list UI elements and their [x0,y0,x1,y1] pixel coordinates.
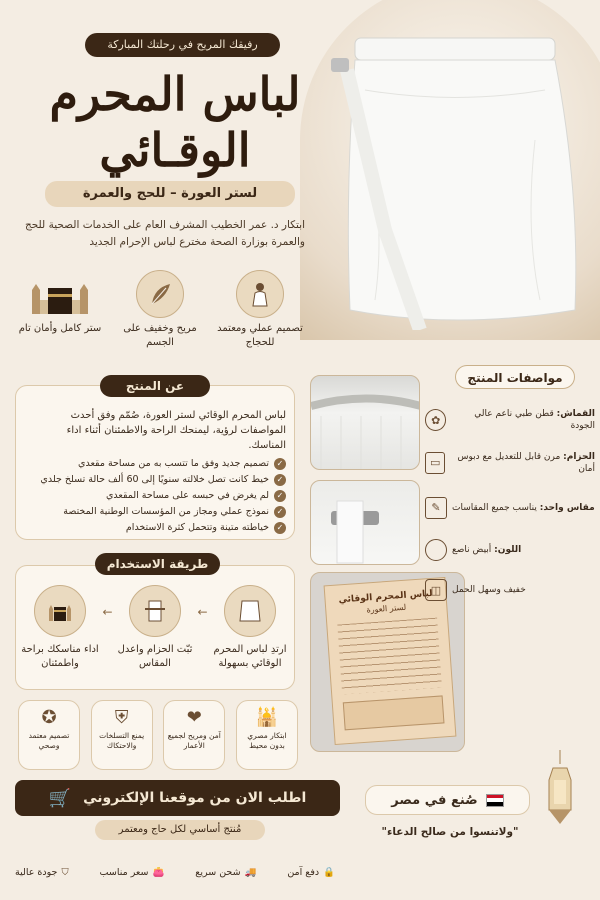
about-point: ✓نموذج عملي ومجاز من المؤسسات الوطنية المختصة [26,504,286,520]
check-icon: ✓ [274,474,286,486]
badges-row [18,700,298,770]
spec-item: ◫ خفيف وسهل الحمل [425,570,595,610]
usage-step [115,585,195,671]
badge-card: ✪ تصميم معتمد وصحي [18,700,80,770]
about-point: ✓لم يغرض في حبسه على مساحة المقعدي [26,488,286,504]
medal-icon: ✪ [41,707,57,728]
made-in-egypt-card [365,785,530,815]
ruler-icon: ✎ [425,497,447,519]
specs-list [425,400,595,610]
product-photo-waist [310,375,420,470]
usage-heading: طريقة الاستخدام [95,553,220,575]
person-belt-icon [129,585,181,637]
garment-icon [224,585,276,637]
about-point: ✓خياطته متينة وتتحمل كثرة الاستخدام [26,520,286,536]
truck-icon: 🚚 [244,866,257,878]
feature-item [15,270,105,365]
lock-icon: 🔒 [323,866,335,878]
product-photo-buckle [310,480,420,565]
prayer-quote: "ولاتنسوا من صالح الدعاء" [381,826,519,838]
features-row [15,270,305,365]
order-label: اطلب الان من موقعنا الإلكتروني [83,790,307,806]
arrow-left-icon: ← [197,605,208,619]
badge-card: ⛨ يمنع التسلخات والاحتكاك [91,700,153,770]
usage-step-label: ارتدِ لباس المحرم الوقائي بسهولة [213,644,287,669]
feature-item [115,270,205,365]
about-point: ✓تصميم جديد وفق ما تتسب به من مساحة مقعدي [26,456,286,472]
made-in-label: صُنع في مصر [391,792,478,808]
about-card [15,385,295,540]
subtitle-text: لستر العورة – للحج والعمرة [82,186,258,201]
footer-item: 🚚 شحن سريع [195,866,257,878]
feather-icon [136,270,184,318]
usage-step [210,585,290,671]
spec-item: اللون: أبيض ناصع [425,530,595,570]
check-icon: ✓ [274,458,286,470]
spec-item: ▭ الحزام: مرن قابل للتعديل مع دبوس أمان [425,440,595,485]
kaaba-icon [34,585,86,637]
about-card-text [26,408,286,536]
usage-steps [20,585,290,671]
footer-item: 👛 سعر مناسب [99,866,165,878]
color-circle-icon [425,539,447,561]
person-ihram-icon [236,270,284,318]
feature-label: ستر كامل وأمان تام [18,323,102,334]
mosque-book-icon: 🕌 [255,707,279,728]
quality-shield-icon: ⛉ [61,866,69,878]
spec-item: ✎ مقاس واحد: يناسب جميع المقاسات [425,485,595,530]
essential-product-pill: مُنتج أساسي لكل حاج ومعتمر [95,820,265,840]
cart-icon: 🛒 [48,787,72,809]
kaaba-icon [30,270,90,318]
check-icon: ✓ [274,490,286,502]
about-heading: عن المنتج [100,375,210,397]
leaflet-text-lines [337,618,442,695]
cotton-icon: ✿ [425,409,446,431]
arrow-left-icon: ← [102,605,113,619]
feature-label: مريح وخفيف على الجسم [123,323,197,348]
wallet-icon: 👛 [152,866,165,878]
belt-icon: ▭ [425,452,445,474]
badge-card: 🕌 ابتكار مصري بدون محيط [236,700,298,770]
specs-heading: مواصفات المنتج [455,365,575,389]
footer-item: ⛉ جودة عالية [15,866,69,878]
usage-step-label: اداء مناسكك براحة واطمئنان [21,644,99,669]
lantern-icon [545,750,575,840]
intro-description: ابتكار د. عمر الخطيب المشرف العام على الخدمات الصحية للحج والعمرة بوزارة الصحة مخترع لباس الإحرام الجديد [25,219,305,248]
page-title [10,66,340,178]
leaflet-subtitle: لستر العورة [366,602,407,615]
usage-step-label: ثبّت الحزام واعدل المقاس [117,644,193,669]
title-line-1: لباس المحرم [49,67,301,121]
about-intro: لباس المحرم الوقائي لستر العورة، صُمّم وفق أحدث المواصفات لرؤية، ليمنحك الراحة والاطمئنان أثناء اداء المناسك. [66,410,286,451]
check-icon: ✓ [274,506,286,518]
badge-card: ❤ آمن ومريح لجميع الأعمار [163,700,225,770]
hands-heart-icon: ❤ [186,707,202,728]
feature-item [215,270,305,365]
hero-product-image [325,30,590,330]
leaflet-title: لباس المحرم الوقائي [338,588,433,606]
bag-icon: ◫ [425,579,447,601]
feature-label: تصميم عملي ومعتمد للحجاج [217,323,303,348]
tagline-text: رفيقك المريح في رحلتك المباركة [107,38,258,51]
footer-item: 🔒 دفع آمن [287,866,335,878]
egypt-flag-icon [486,794,504,807]
check-icon: ✓ [274,522,286,534]
subtitle-pill [45,181,295,207]
usage-step [20,585,100,671]
leaflet-illustration [343,695,445,730]
title-line-2: الوقـائي [99,123,251,177]
tagline-pill [85,33,280,57]
spec-item: ✿ القماش: قطن طبي ناعم عالي الجودة [425,400,595,440]
about-point: ✓خيط كانت تصل خلالته سنويًا إلى 60 ألف حالة تسلخ جلدي [26,472,286,488]
order-button[interactable] [15,780,340,816]
shield-check-icon: ⛨ [114,707,129,728]
footer-bar [15,860,335,884]
